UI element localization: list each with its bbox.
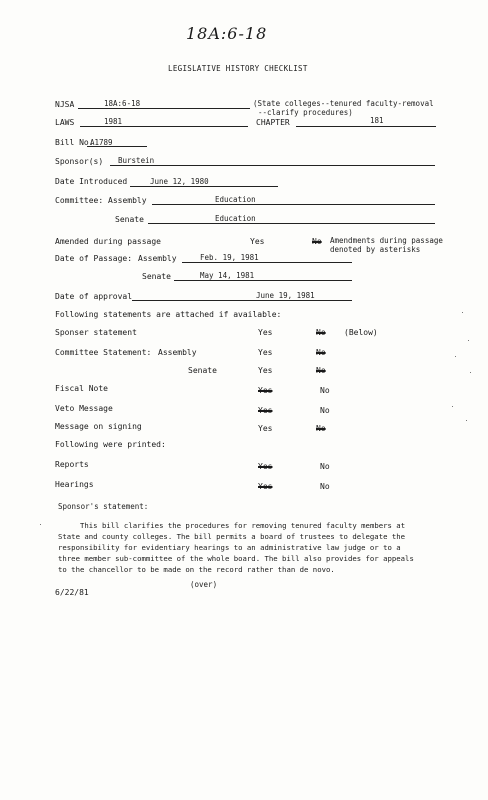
message-on-signing-yes: Yes <box>258 424 273 433</box>
sponsor-statement-heading: Sponsor's statement: <box>58 502 149 511</box>
passage-senate-value: May 14, 1981 <box>200 271 255 280</box>
sponsor-statement-no-struck: No <box>316 328 326 337</box>
reports-yes-struck: Yes <box>258 462 273 471</box>
sponsor-statement-line: three member sub-committee of the whole board. The bill also provides for appeals <box>58 554 414 563</box>
reports-no: No <box>320 462 330 471</box>
message-on-signing-label: Message on signing <box>55 422 142 431</box>
sponsor-underline <box>110 165 435 166</box>
approval-label: Date of approval <box>55 292 133 301</box>
attached-header: Following statements are attached if available: <box>55 310 282 319</box>
passage-label: Date of Passage: <box>55 254 133 263</box>
sponsor-statement-line: responsibility for evidentiary hearings to an administrative law judge or to a <box>58 543 401 552</box>
veto-message-yes-struck: Yes <box>258 406 273 415</box>
sponsor-statement-line: This bill clarifies the procedures for removing tenured faculty members at <box>80 521 406 530</box>
laws-value: 1981 <box>104 117 123 126</box>
scan-speck <box>468 340 469 341</box>
njsa-label: NJSA <box>55 100 75 109</box>
scan-speck <box>470 372 471 373</box>
veto-message-no: No <box>320 406 330 415</box>
passage-assembly-label: Assembly <box>138 254 177 263</box>
scan-speck <box>466 420 467 421</box>
message-on-signing-no-struck: No <box>316 424 326 433</box>
date-introduced-label: Date Introduced <box>55 177 128 186</box>
sponsor-statement-line: to the chancellor to be made on the record rather than de novo. <box>58 565 335 574</box>
committee-assembly-underline <box>152 204 435 205</box>
sponsor-statement-line: State and county colleges. The bill permits a board of trustees to delegate the <box>58 532 406 541</box>
committee-statement-senate-label: Senate <box>188 366 217 375</box>
hearings-label: Hearings <box>55 480 94 489</box>
amended-yes: Yes <box>250 237 265 246</box>
approval-underline <box>132 300 352 301</box>
committee-label: Committee: <box>55 196 104 205</box>
veto-message-label: Veto Message <box>55 404 113 413</box>
amended-label: Amended during passage <box>55 237 161 246</box>
sponsor-statement-row-label: Sponser statement <box>55 328 137 337</box>
committee-statement-senate-yes: Yes <box>258 366 273 375</box>
fiscal-note-yes-struck: Yes <box>258 386 273 395</box>
committee-senate-value: Education <box>215 214 256 223</box>
bill-number-label: Bill No. <box>55 138 94 147</box>
scan-speck <box>455 356 456 357</box>
sponsor-statement-note: (Below) <box>344 328 378 337</box>
amended-note-line2: denoted by asterisks <box>330 245 421 254</box>
committee-senate-label: Senate <box>115 215 144 224</box>
over-marker: (over) <box>190 580 218 589</box>
footer-date: 6/22/81 <box>55 588 89 597</box>
committee-senate-underline <box>148 223 435 224</box>
njsa-value: 18A:6-18 <box>104 99 141 108</box>
approval-value: June 19, 1981 <box>256 291 315 300</box>
hearings-yes-struck: Yes <box>258 482 273 491</box>
committee-statement-assembly-label: Assembly <box>158 348 197 357</box>
committee-statement-assembly-no-struck: No <box>316 348 326 357</box>
scan-speck <box>452 406 453 407</box>
njsa-description-line2: --clarify procedures) <box>258 108 353 117</box>
sponsor-label: Sponsor(s) <box>55 157 104 166</box>
page-title: LEGISLATIVE HISTORY CHECKLIST <box>168 64 308 73</box>
passage-senate-label: Senate <box>142 272 171 281</box>
passage-assembly-value: Feb. 19, 1981 <box>200 253 259 262</box>
handwritten-statute-number: 18A:6-18 <box>186 24 268 43</box>
njsa-description-line1: (State colleges--tenured faculty-removal <box>253 99 434 108</box>
committee-statement-senate-no-struck: No <box>316 366 326 375</box>
chapter-value: 181 <box>370 116 384 125</box>
scan-speck <box>40 524 41 525</box>
scan-speck <box>462 312 463 313</box>
reports-label: Reports <box>55 460 89 469</box>
chapter-label: CHAPTER <box>256 118 290 127</box>
hearings-no: No <box>320 482 330 491</box>
sponsor-statement-yes: Yes <box>258 328 273 337</box>
committee-statement-row-label: Committee Statement: <box>55 348 152 357</box>
sponsor-value: Burstein <box>118 156 155 165</box>
committee-assembly-label: Assembly <box>108 196 147 205</box>
bill-number-value: A1789 <box>90 138 113 147</box>
committee-assembly-value: Education <box>215 195 256 204</box>
chapter-underline <box>296 126 436 127</box>
laws-label: LAWS <box>55 118 75 127</box>
date-introduced-value: June 12, 1980 <box>150 177 209 186</box>
amended-no-struck: No <box>312 237 322 246</box>
amended-note-line1: Amendments during passage <box>330 236 443 245</box>
fiscal-note-label: Fiscal Note <box>55 384 108 393</box>
fiscal-note-no: No <box>320 386 330 395</box>
printed-header: Following were printed: <box>55 440 166 449</box>
committee-statement-assembly-yes: Yes <box>258 348 273 357</box>
